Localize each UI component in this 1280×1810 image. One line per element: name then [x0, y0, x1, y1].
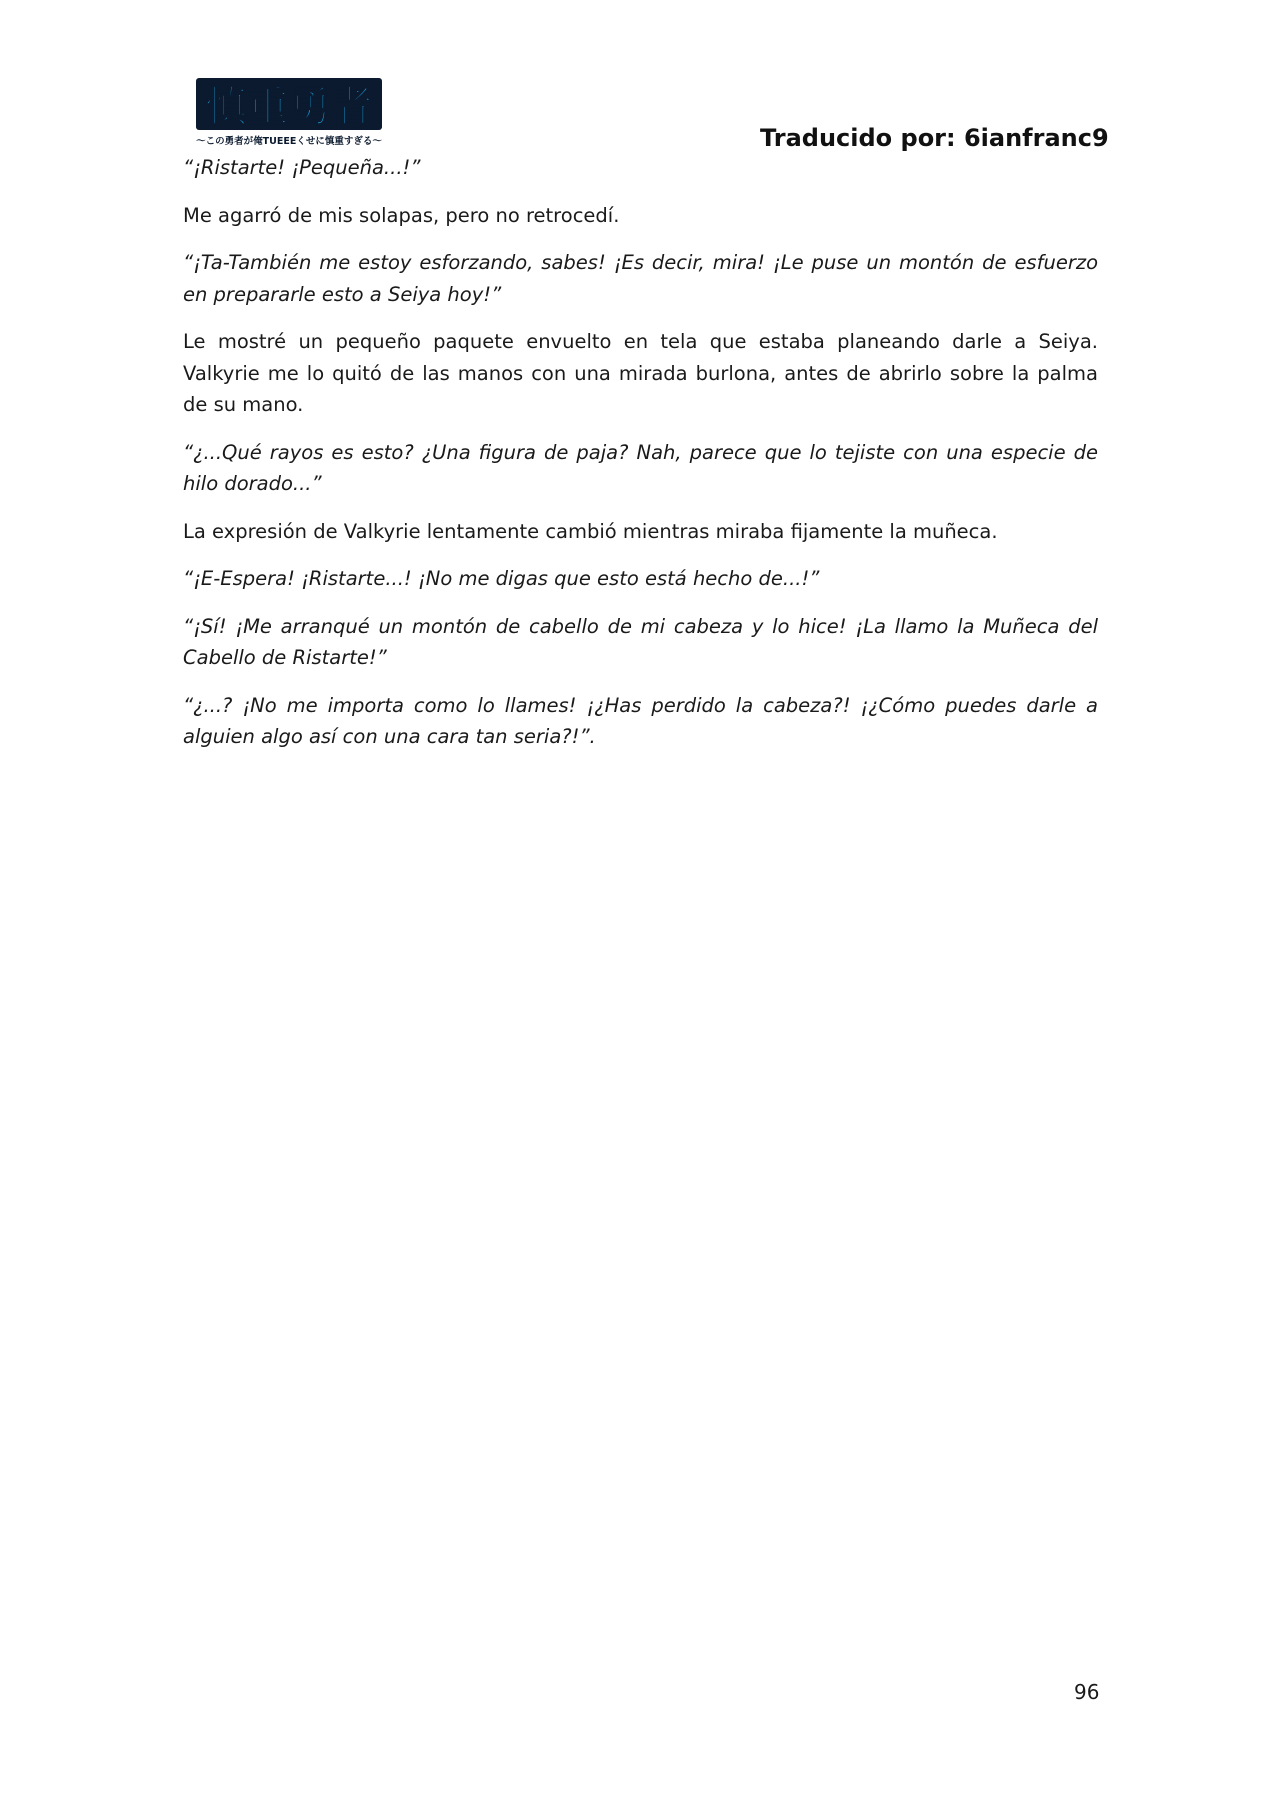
narration-paragraph: Le mostré un pequeño paquete envuelto en tela que estaba planeando darle a Seiya. Valkyrie me lo quitó de las manos con una mirada burlona, antes de abrirlo sobre la palma de su mano. — [183, 330, 1098, 416]
page-number: 96 — [1074, 1680, 1100, 1704]
dialogue-paragraph: “¿...Qué rayos es esto? ¿Una figura de paja? Nah, parece que lo tejiste con una especie de hilo dorado...” — [183, 440, 1098, 495]
dialogue-paragraph: “¡Sí! ¡Me arranqué un montón de cabello de mi cabeza y lo hice! ¡La llamo la Muñeca del Cabello de Ristarte!” — [183, 614, 1098, 669]
translator-credit: Traducido por: 6ianfranc9 — [760, 124, 1109, 152]
logo-title: 慎重勇者 — [204, 82, 374, 131]
dialogue-paragraph: “¡Ristarte! ¡Pequeña...!” — [183, 156, 421, 179]
dialogue-paragraph: “¡Ta-También me estoy esforzando, sabes! ¡Es decir, mira! ¡Le puse un montón de esfuerzo en prepararle esto a Seiya hoy!” — [183, 251, 1098, 306]
narration-paragraph: La expresión de Valkyrie lentamente cambió mientras miraba fijamente la muñeca. — [183, 519, 998, 543]
narration-paragraph: Me agarró de mis solapas, pero no retrocedí. — [183, 203, 620, 227]
series-logo — [196, 78, 382, 148]
dialogue-paragraph: “¡E-Espera! ¡Ristarte...! ¡No me digas que esto está hecho de...!” — [183, 567, 820, 590]
dialogue-paragraph: “¿...? ¡No me importa como lo llames! ¡¿Has perdido la cabeza?! ¡¿Cómo puedes darle a alguien algo así con una cara tan seria?!”. — [183, 693, 1098, 748]
logo-subtitle: 〜この勇者が俺TUEEEくせに慎重すぎる〜 — [196, 136, 382, 147]
body-text — [183, 152, 1098, 769]
